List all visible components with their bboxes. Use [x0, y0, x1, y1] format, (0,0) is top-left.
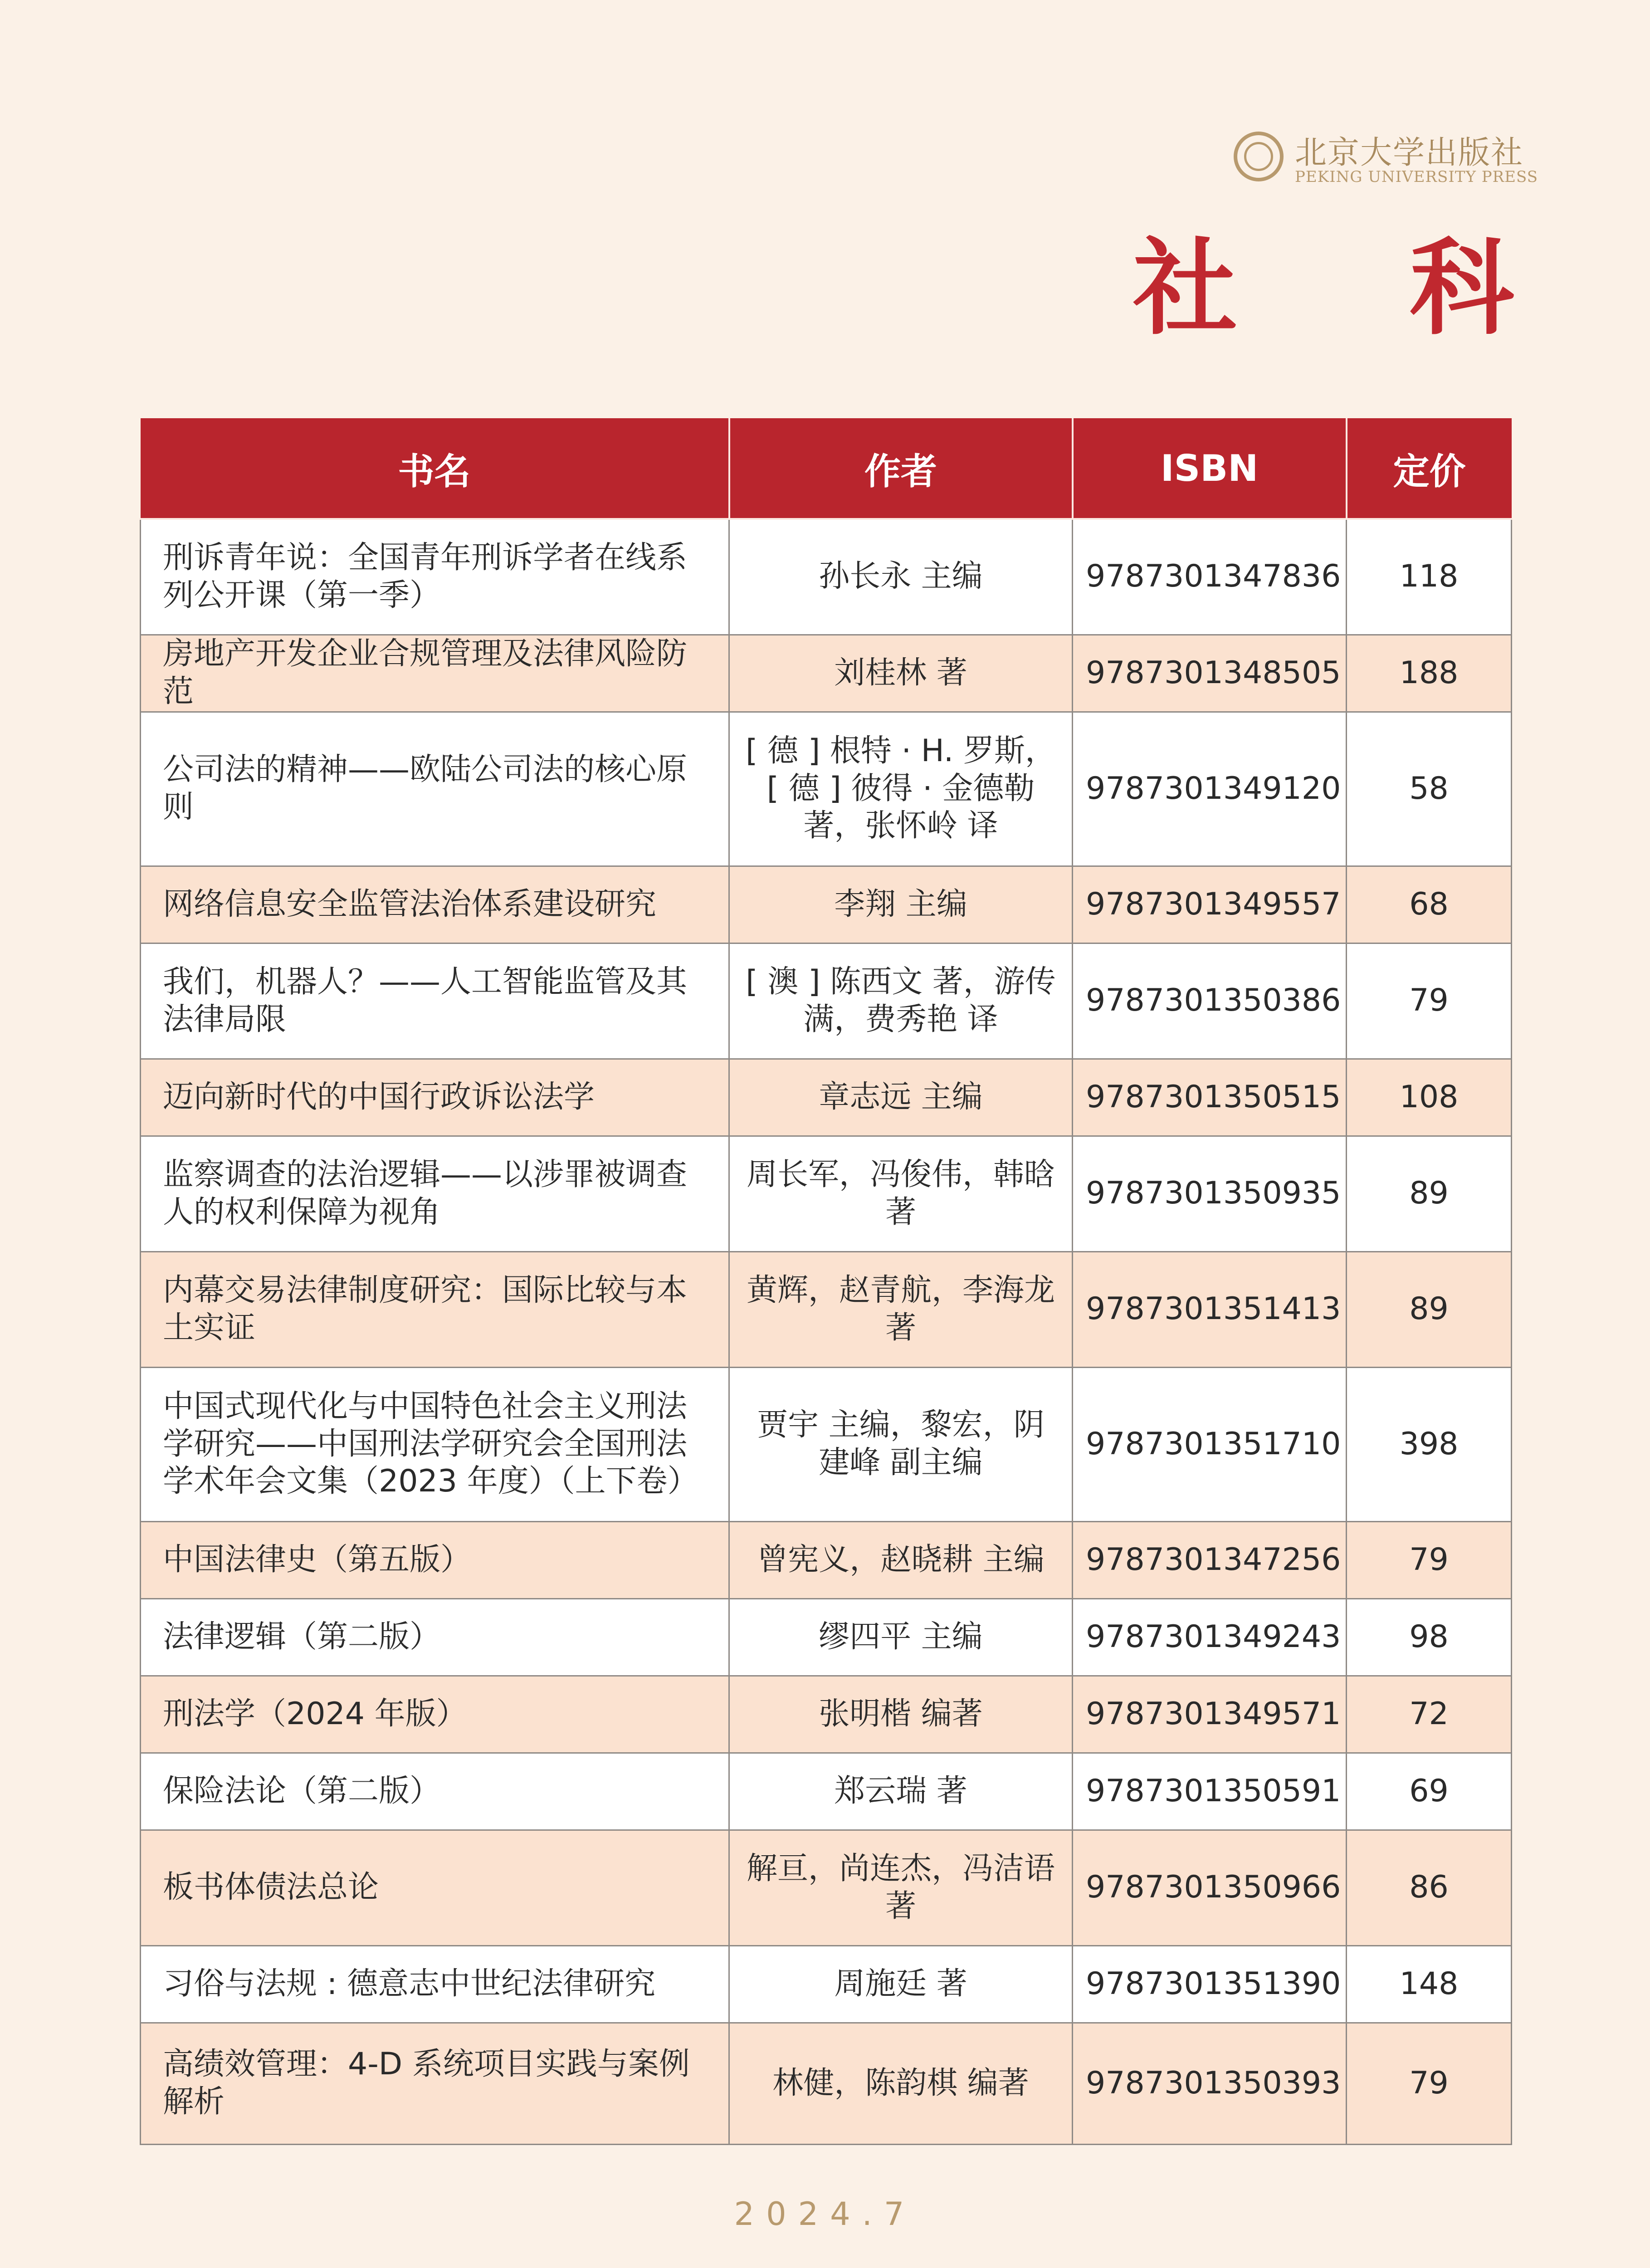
book-title: 习俗与法规 : 德意志中世纪法律研究: [141, 1945, 729, 2023]
book-author: 李翔 主编: [729, 866, 1073, 943]
table-row: [141, 943, 1512, 1059]
book-title: 保险法论（第二版）: [141, 1753, 729, 1830]
header-price: 定价: [1347, 418, 1512, 519]
book-isbn: 9787301350386: [1073, 943, 1347, 1059]
book-author: 张明楷 编著: [729, 1676, 1073, 1753]
book-price: 69: [1347, 1753, 1512, 1830]
book-table: [140, 418, 1512, 2145]
issue-date: 2024.7: [734, 2195, 916, 2233]
book-title: 法律逻辑（第二版）: [141, 1598, 729, 1676]
book-title: 监察调查的法治逻辑——以涉罪被调查人的权利保障为视角: [141, 1136, 729, 1251]
table-row: [141, 1251, 1512, 1367]
table-row: [141, 1059, 1512, 1136]
table-row: [141, 519, 1512, 635]
table-row: [141, 1676, 1512, 1753]
book-price: 89: [1347, 1251, 1512, 1367]
book-author: 解亘，尚连杰，冯洁语 著: [729, 1830, 1073, 1945]
book-author: 郑云瑞 著: [729, 1753, 1073, 1830]
table-row: [141, 1521, 1512, 1598]
table-row: [141, 712, 1512, 866]
book-title: 刑诉青年说：全国青年刑诉学者在线系列公开课（第一季）: [141, 519, 729, 635]
book-price: 98: [1347, 1598, 1512, 1676]
book-author: 周长军，冯俊伟，韩晗 著: [729, 1136, 1073, 1251]
book-price: 118: [1347, 519, 1512, 635]
book-isbn: 9787301348505: [1073, 635, 1347, 712]
publisher-name-en: PEKING UNIVERSITY PRESS: [1295, 168, 1538, 186]
book-author: 孙长永 主编: [729, 519, 1073, 635]
book-title: 刑法学（2024 年版）: [141, 1676, 729, 1753]
book-title: 板书体债法总论: [141, 1830, 729, 1945]
table-row: [141, 1753, 1512, 1830]
book-author: [ 德 ] 根特 · H. 罗斯，[ 德 ] 彼得 · 金德勒 著，张怀岭 译: [729, 712, 1073, 866]
book-price: 108: [1347, 1059, 1512, 1136]
book-title: 中国式现代化与中国特色社会主义刑法学研究——中国刑法学研究会全国刑法学术年会文集（2023 年度）（上下卷）: [141, 1367, 729, 1521]
header-isbn: ISBN: [1073, 418, 1347, 519]
book-isbn: 9787301350966: [1073, 1830, 1347, 1945]
book-price: 58: [1347, 712, 1512, 866]
book-price: 79: [1347, 1521, 1512, 1598]
book-author: 曾宪义，赵晓耕 主编: [729, 1521, 1073, 1598]
book-price: 148: [1347, 1945, 1512, 2023]
table-header-row: [141, 418, 1512, 519]
book-isbn: 9787301347256: [1073, 1521, 1347, 1598]
pku-seal-icon: [1234, 132, 1284, 181]
book-author: 贾宇 主编，黎宏，阴建峰 副主编: [729, 1367, 1073, 1521]
book-author: 章志远 主编: [729, 1059, 1073, 1136]
table-row: [141, 1945, 1512, 2023]
book-isbn: 9787301350393: [1073, 2023, 1347, 2144]
table-row: [141, 1830, 1512, 1945]
book-isbn: 9787301351413: [1073, 1251, 1347, 1367]
book-isbn: 9787301351710: [1073, 1367, 1347, 1521]
publisher-logo: [1234, 127, 1538, 191]
book-price: 68: [1347, 866, 1512, 943]
book-price: 79: [1347, 943, 1512, 1059]
book-price: 72: [1347, 1676, 1512, 1753]
header-author: 作者: [729, 418, 1073, 519]
book-author: 周施廷 著: [729, 1945, 1073, 2023]
publisher-name-cn: 北京大学出版社: [1295, 134, 1523, 171]
book-author: [ 澳 ] 陈西文 著，游传满，费秀艳 译: [729, 943, 1073, 1059]
book-author: 林健，陈韵棋 编著: [729, 2023, 1073, 2144]
book-title: 中国法律史（第五版）: [141, 1521, 729, 1598]
book-author: 缪四平 主编: [729, 1598, 1073, 1676]
section-title: 社 科: [1133, 227, 1582, 349]
book-isbn: 9787301350515: [1073, 1059, 1347, 1136]
book-price: 86: [1347, 1830, 1512, 1945]
table-row: [141, 1136, 1512, 1251]
book-title: 内幕交易法律制度研究：国际比较与本土实证: [141, 1251, 729, 1367]
book-price: 89: [1347, 1136, 1512, 1251]
table-row: [141, 2023, 1512, 2144]
table-row: [141, 635, 1512, 712]
book-price: 188: [1347, 635, 1512, 712]
book-isbn: 9787301349571: [1073, 1676, 1347, 1753]
header-title: 书名: [141, 418, 729, 519]
book-title: 公司法的精神——欧陆公司法的核心原则: [141, 712, 729, 866]
book-author: 刘桂林 著: [729, 635, 1073, 712]
book-title: 房地产开发企业合规管理及法律风险防范: [141, 635, 729, 712]
book-author: 黄辉，赵青航，李海龙 著: [729, 1251, 1073, 1367]
book-isbn: 9787301350591: [1073, 1753, 1347, 1830]
book-title: 迈向新时代的中国行政诉讼法学: [141, 1059, 729, 1136]
book-price: 79: [1347, 2023, 1512, 2144]
book-isbn: 9787301349243: [1073, 1598, 1347, 1676]
book-isbn: 9787301351390: [1073, 1945, 1347, 2023]
book-isbn: 9787301349557: [1073, 866, 1347, 943]
table-row: [141, 1367, 1512, 1521]
book-title: 高绩效管理：4-D 系统项目实践与案例解析: [141, 2023, 729, 2144]
table-row: [141, 1598, 1512, 1676]
table-row: [141, 866, 1512, 943]
book-price: 398: [1347, 1367, 1512, 1521]
book-isbn: 9787301347836: [1073, 519, 1347, 635]
book-title: 我们，机器人？——人工智能监管及其法律局限: [141, 943, 729, 1059]
book-title: 网络信息安全监管法治体系建设研究: [141, 866, 729, 943]
book-isbn: 9787301349120: [1073, 712, 1347, 866]
book-isbn: 9787301350935: [1073, 1136, 1347, 1251]
